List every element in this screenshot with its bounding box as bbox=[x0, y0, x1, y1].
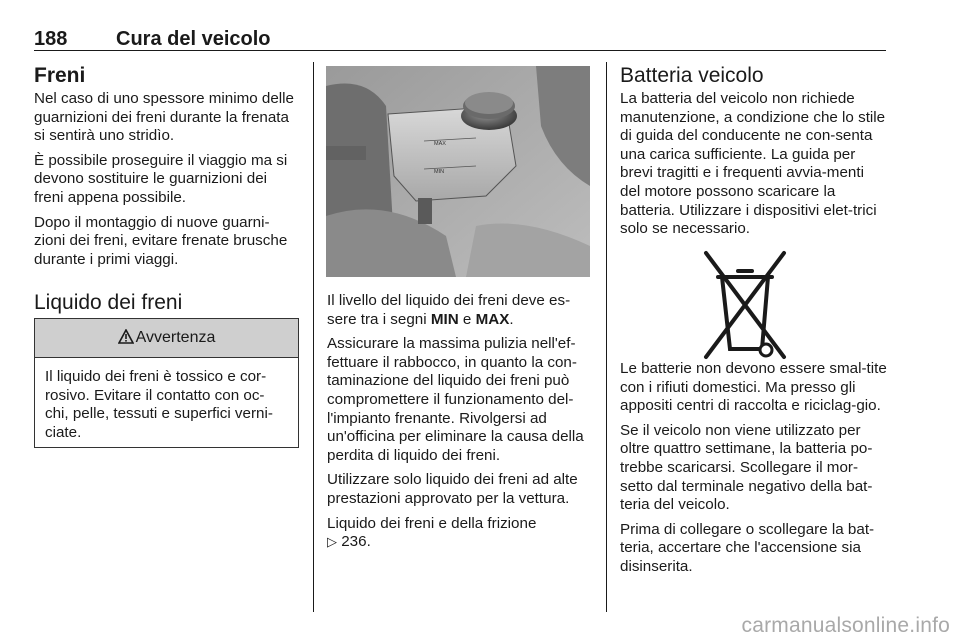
paragraph: La batteria del veicolo non richiede manutenzione, a condizione che lo stile di guida del conducente ne con-senta una carica sufficiente. La guida per brevi tragitti e i frequenti avvia-menti del motore possono scaricare la batteria. Utilizzare i dispositivi elet-trici solo se necessario. bbox=[620, 90, 886, 238]
column-3-lower bbox=[620, 360, 888, 583]
warning-title: Avvertenza bbox=[135, 329, 216, 346]
brake-fluid-reservoir-photo bbox=[326, 66, 590, 277]
subheading-liquido-freni: Liquido dei freni bbox=[34, 291, 183, 315]
max-label: MAX bbox=[475, 310, 510, 328]
paragraph: Prima di collegare o scollegare la bat-teria, accertare che l'accensione sia disinserita. bbox=[620, 520, 875, 575]
column-divider-2 bbox=[606, 62, 607, 612]
page-header-title: Cura del veicolo bbox=[116, 28, 271, 50]
text: Liquido dei freni e della frizione bbox=[327, 514, 537, 532]
page-number: 188 bbox=[34, 28, 68, 50]
paragraph: Assicurare la massima pulizia nell'ef-fettuare il rabbocco, in quanto la con-taminazione del liquido dei freni può compromettere il funzionamento del-l'impianto frenante. Rivolgersi ad un'officina per eliminare la causa della perdita di liquido dei freni. bbox=[327, 335, 584, 464]
warning-box bbox=[34, 318, 299, 448]
paragraph: È possibile proseguire il viaggio ma si devono sostituire le guarnizioni dei freni appena possibile. bbox=[34, 151, 288, 206]
paragraph-level bbox=[327, 292, 593, 329]
paragraph: Se il veicolo non viene utilizzato per oltre quattro settimane, la batteria po-trebbe scaricarsi. Scollegare il mor-setto dal terminale negativo della bat-teria del veicolo. bbox=[620, 421, 873, 514]
page-reference[interactable]: 236. bbox=[341, 533, 371, 551]
column-1 bbox=[34, 64, 300, 315]
max-mark: MAX bbox=[434, 141, 446, 147]
paragraph: Nel caso di uno spessore minimo delle guarnizioni dei freni durante la frenata si sentirà uno stridìo. bbox=[34, 90, 295, 145]
warning-icon bbox=[118, 329, 134, 348]
crossed-out-bin-icon bbox=[700, 247, 790, 367]
section-heading-freni: Freni bbox=[34, 64, 86, 87]
watermark: carmanualsonline.info bbox=[741, 614, 950, 637]
min-mark: MIN bbox=[434, 169, 445, 175]
paragraph: Le batterie non devono essere smal-tite con i rifiuti domestici. Ma presso gli appositi centri di raccolta e riciclag-gio. bbox=[620, 360, 887, 415]
column-2 bbox=[327, 292, 593, 552]
text: e bbox=[458, 310, 476, 328]
warning-header bbox=[35, 319, 298, 358]
column-divider-1 bbox=[313, 62, 314, 612]
min-label: MIN bbox=[430, 310, 459, 328]
paragraph-reference bbox=[327, 515, 593, 552]
section-heading-batteria: Batteria veicolo bbox=[620, 64, 764, 87]
page-reference-icon: ▷ bbox=[327, 534, 337, 550]
text: . bbox=[509, 310, 514, 328]
warning-text: Il liquido dei freni è tossico e cor-rosivo. Evitare il contatto con oc-chi, pelle, tessuti e superfici verni-ciate. bbox=[45, 368, 273, 441]
column-3 bbox=[620, 64, 888, 245]
paragraph: Dopo il montaggio di nuove guarni-zioni dei freni, evitare frenate brusche durante i primi viaggi. bbox=[34, 213, 288, 268]
text: Il livello del liquido dei freni deve es-sere tra i segni bbox=[327, 292, 571, 328]
paragraph: Utilizzare solo liquido dei freni ad alte prestazioni approvato per la vettura. bbox=[327, 471, 578, 507]
header-rule bbox=[34, 50, 886, 51]
